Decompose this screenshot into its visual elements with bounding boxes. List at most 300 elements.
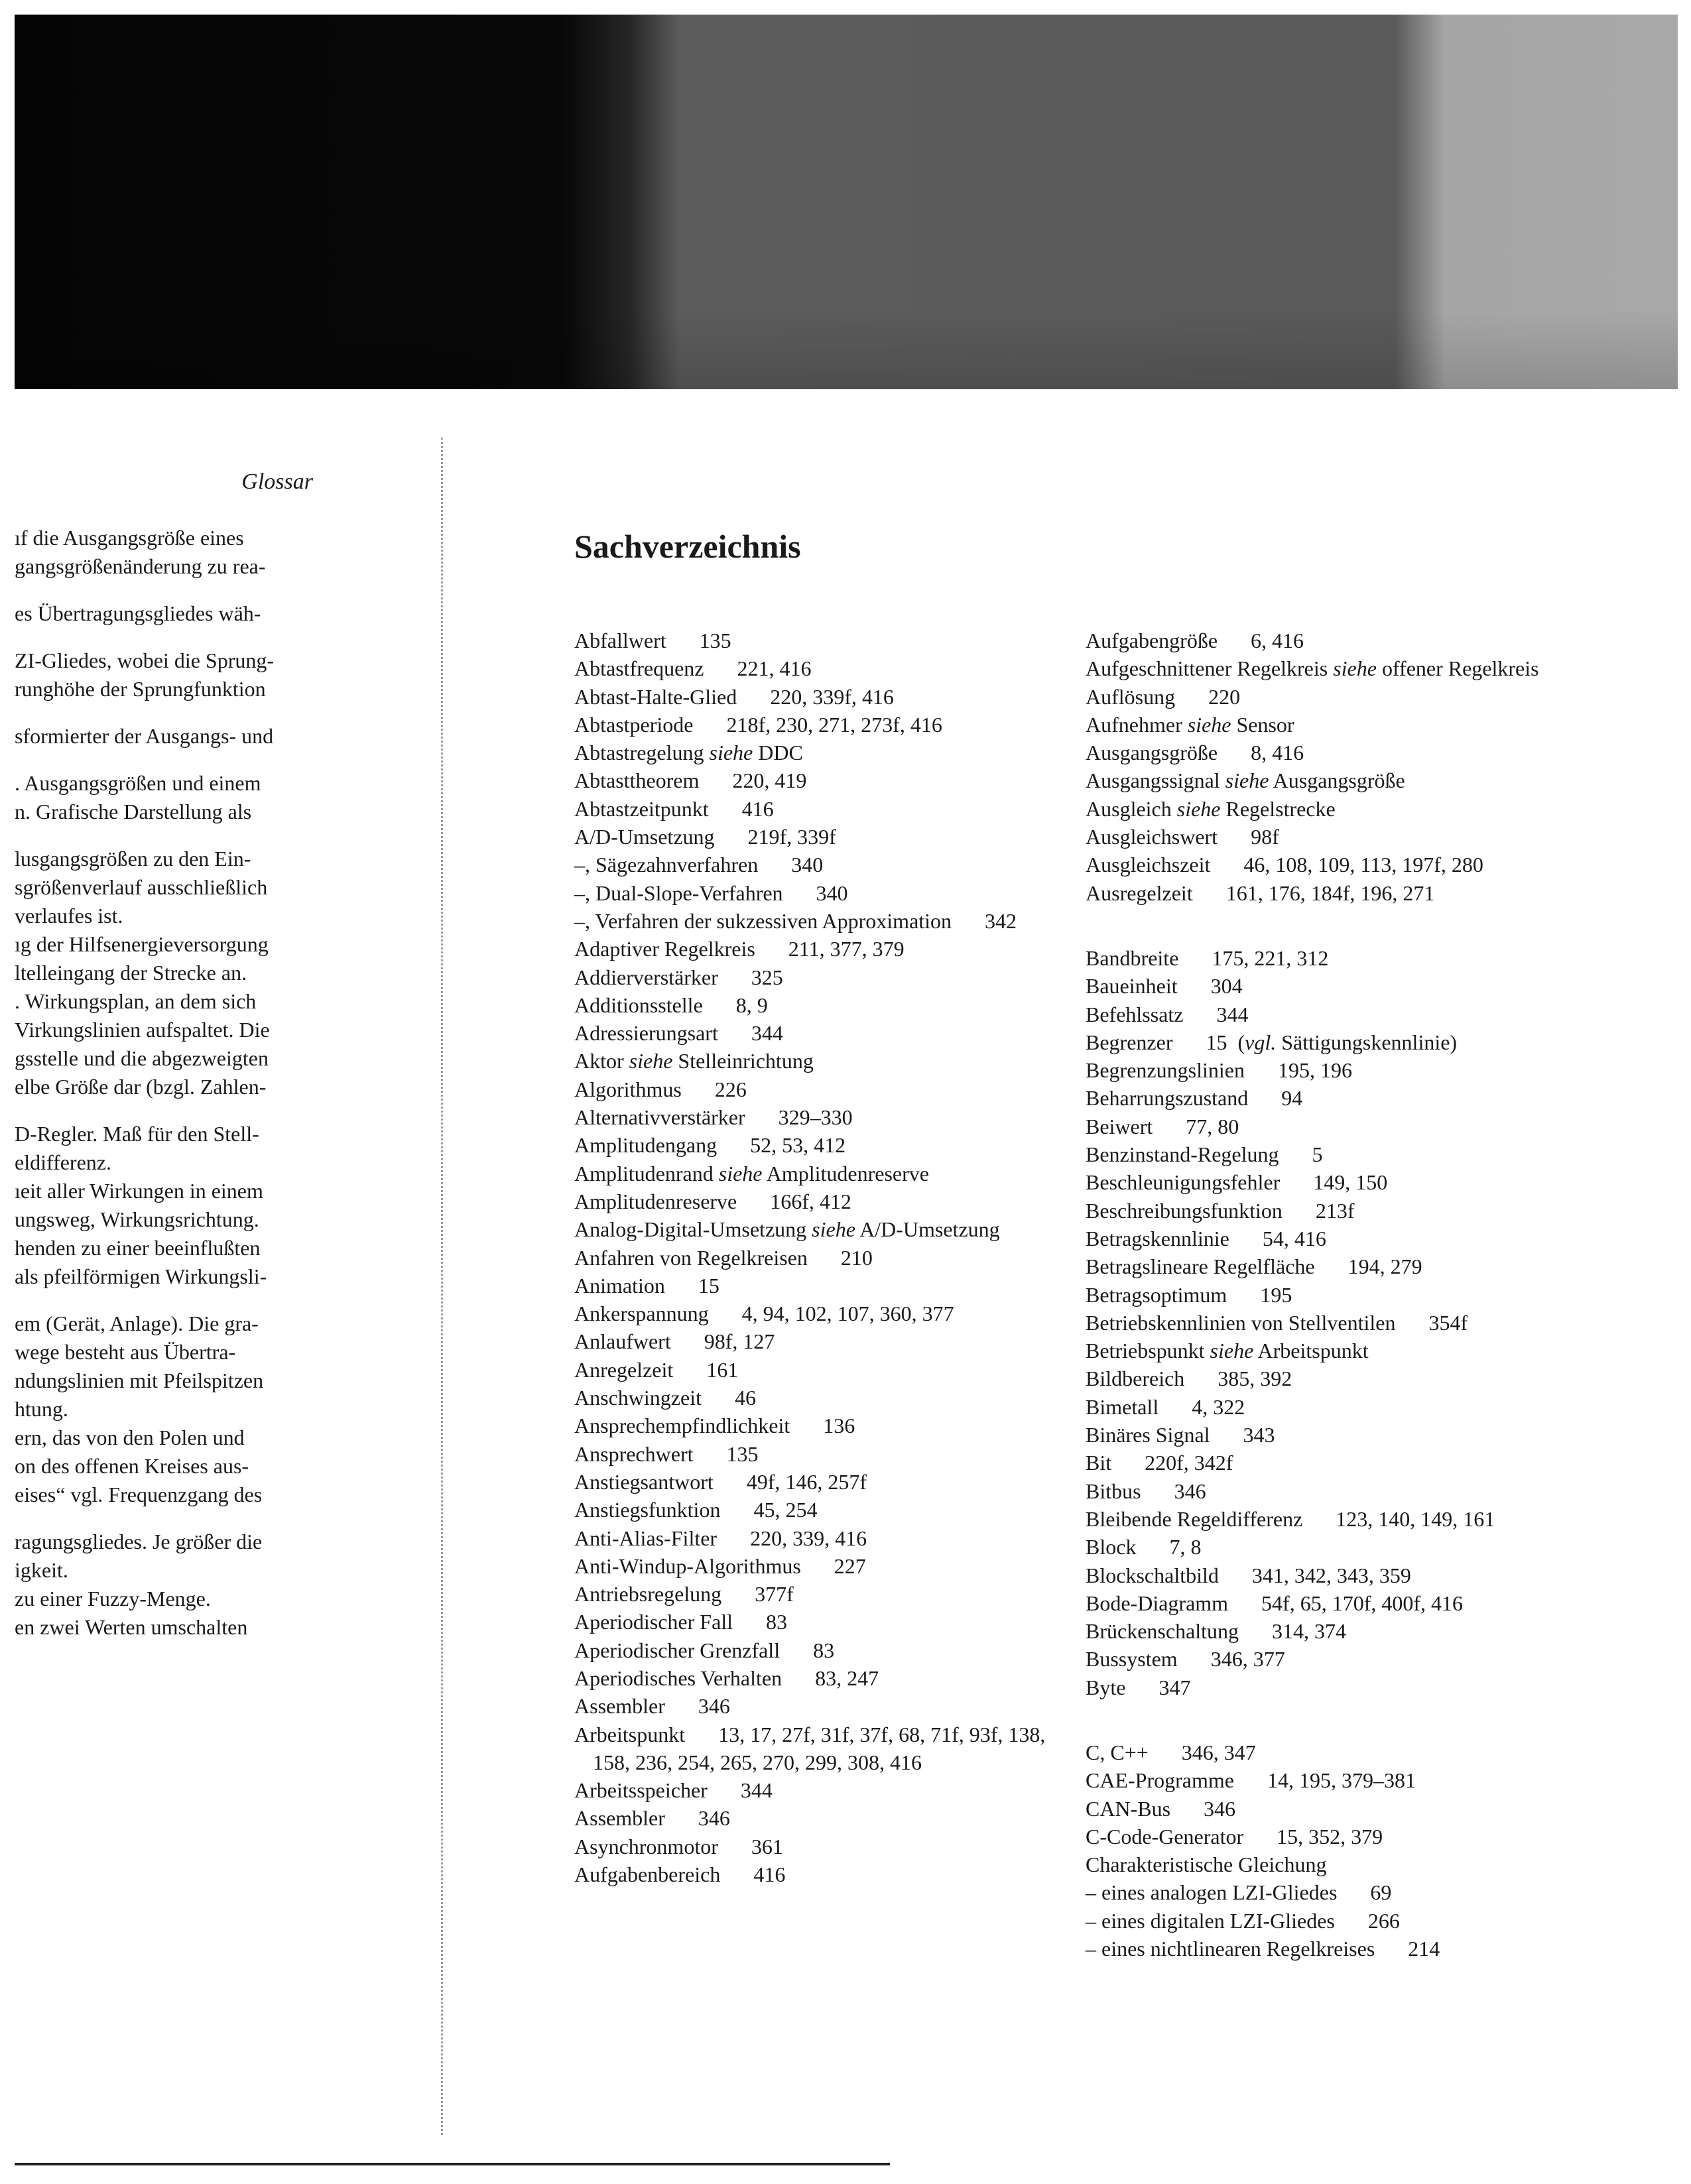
index-term: Anschwingzeit xyxy=(574,1386,702,1410)
index-cross-ref-keyword: siehe xyxy=(1333,656,1377,681)
index-term: Anti-Windup-Algorithmus xyxy=(574,1553,801,1578)
index-term: Bandbreite xyxy=(1086,945,1179,970)
index-column-1 xyxy=(574,627,1058,1888)
index-entry xyxy=(574,766,1058,794)
index-entry xyxy=(574,991,1058,1019)
glossary-line: ıeit aller Wirkungen in einem xyxy=(15,1179,263,1203)
index-term: Aktor xyxy=(574,1049,624,1073)
index-page-numbers: 354f xyxy=(1428,1310,1468,1335)
index-page-numbers: 342 xyxy=(985,908,1017,933)
index-term: Blockschaltbild xyxy=(1086,1563,1219,1587)
glossary-line: . Ausgangsgrößen und einem xyxy=(15,771,261,795)
index-cross-ref-keyword: siehe xyxy=(709,741,753,765)
glossary-gap xyxy=(15,581,313,599)
index-entry xyxy=(1086,1907,1570,1935)
index-entry xyxy=(574,1075,1058,1103)
index-term: Bit xyxy=(1086,1451,1112,1475)
index-term: Additionsstelle xyxy=(574,993,703,1017)
index-term: Amplitudengang xyxy=(574,1133,718,1158)
index-term: Ausgleichswert xyxy=(1086,825,1218,849)
index-section-gap xyxy=(1086,1701,1570,1738)
index-term: Assembler xyxy=(574,1806,665,1831)
glossary-line: runghöhe der Sprungfunktion xyxy=(15,677,266,701)
index-term: Animation xyxy=(574,1273,665,1298)
index-entry xyxy=(1086,1589,1570,1617)
index-term: Betragskennlinie xyxy=(1086,1226,1229,1250)
index-term: Assembler xyxy=(574,1694,665,1719)
index-entry xyxy=(574,963,1058,991)
index-term: –, Dual-Slope-Verfahren xyxy=(574,880,783,905)
index-page-numbers: 13, 17, 27f, 31f, 37f, 68, 71f, 93f, 138, 158, 236, 254, 265, 270, 299, 308, 416 xyxy=(593,1722,1046,1774)
index-term: Ausregelzeit xyxy=(1086,880,1193,905)
index-entry xyxy=(1086,1113,1570,1140)
index-entry xyxy=(574,795,1058,823)
index-term: C-Code-Generator xyxy=(1086,1824,1244,1849)
index-term: Bleibende Regeldifferenz xyxy=(1086,1506,1303,1531)
index-entry xyxy=(574,711,1058,739)
glossary-gap xyxy=(15,751,313,769)
index-cross-ref-target: Amplitudenreserve xyxy=(766,1161,929,1185)
glossary-line: verlaufes ist. xyxy=(15,904,123,928)
index-page-numbers: 135 xyxy=(699,629,731,652)
glossary-gap xyxy=(15,1291,313,1309)
index-page-numbers: 69 xyxy=(1370,1880,1392,1905)
index-page-numbers: 346 xyxy=(698,1806,730,1831)
index-term: Betriebskennlinien von Stellventilen xyxy=(1086,1310,1396,1335)
index-term: Block xyxy=(1086,1535,1137,1559)
glossary-line: ıf die Ausgangsgröße eines xyxy=(15,526,244,550)
index-cross-ref-target: Stelleinrichtung xyxy=(678,1049,814,1073)
index-entry xyxy=(574,1692,1058,1720)
index-entry xyxy=(1086,1823,1570,1850)
index-term: Bimetall xyxy=(1086,1394,1159,1419)
index-entry xyxy=(1086,1449,1570,1477)
glossary-line: . Wirkungsplan, an dem sich xyxy=(15,989,257,1013)
index-entry xyxy=(1086,1337,1570,1365)
index-page-numbers: 4, 322 xyxy=(1192,1394,1245,1419)
index-term: Bitbus xyxy=(1086,1479,1141,1503)
glossary-line: en zwei Werten umschalten xyxy=(15,1615,248,1639)
index-page-numbers: 8, 9 xyxy=(735,993,768,1017)
index-term: Ansprechwert xyxy=(574,1441,694,1466)
index-entry xyxy=(574,1440,1058,1468)
index-entry xyxy=(1086,1001,1570,1028)
index-term: Beschleunigungsfehler xyxy=(1086,1170,1281,1195)
index-page-numbers: 346, 377 xyxy=(1210,1647,1285,1671)
index-entry xyxy=(574,1468,1058,1496)
index-term: Abfallwert xyxy=(574,629,666,652)
index-page-numbers: 83, 247 xyxy=(815,1666,879,1690)
index-term: Abtastperiode xyxy=(574,712,694,737)
index-entry xyxy=(574,1608,1058,1636)
index-page-numbers: 343 xyxy=(1243,1423,1275,1447)
index-term: Ausgangssignal xyxy=(1086,768,1220,793)
index-term: Byte xyxy=(1086,1675,1126,1699)
index-entry xyxy=(574,1131,1058,1159)
index-page-numbers: 7, 8 xyxy=(1169,1535,1202,1559)
index-term: Ausgleich xyxy=(1086,796,1172,821)
index-entry: Begrenzer 15 (vgl. Sättigungskennlinie) xyxy=(1086,1030,1458,1054)
index-term: Begrenzer xyxy=(1086,1030,1173,1054)
index-entry xyxy=(1086,1878,1570,1906)
glossary-line: gsstelle und die abgezweigten xyxy=(15,1046,269,1070)
index-term: Bode-Diagramm xyxy=(1086,1591,1229,1615)
index-entry xyxy=(1086,766,1570,794)
glossary-line: n. Grafische Darstellung als xyxy=(15,800,252,823)
index-page-numbers: 361 xyxy=(751,1834,783,1858)
index-entry xyxy=(1086,1309,1570,1337)
glossary-line: lusgangsgrößen zu den Ein- xyxy=(15,847,251,871)
index-term: C, C++ xyxy=(1086,1740,1149,1764)
index-entry xyxy=(574,654,1058,682)
index-term: Betragslineare Regelfläche xyxy=(1086,1254,1315,1279)
index-page-numbers: 220, 339f, 416 xyxy=(770,684,894,709)
glossary-line: eises“ vgl. Frequenzgang des xyxy=(15,1483,263,1506)
index-term: Arbeitsspeicher xyxy=(574,1778,708,1803)
index-entry xyxy=(1086,1645,1570,1673)
index-term: Aperiodisches Verhalten xyxy=(574,1666,783,1690)
index-term: Abtastregelung xyxy=(574,741,704,765)
glossary-line: em (Gerät, Anlage). Die gra- xyxy=(15,1311,259,1335)
index-term: Ausgangsgröße xyxy=(1086,741,1218,765)
index-entry xyxy=(1086,654,1570,682)
index-page-numbers: 49f, 146, 257f xyxy=(746,1469,867,1494)
glossary-line: htung. xyxy=(15,1397,68,1421)
index-cross-ref-keyword: siehe xyxy=(718,1161,763,1185)
index-entry xyxy=(1086,1140,1570,1168)
index-cross-ref-keyword: siehe xyxy=(1187,712,1231,737)
index-page-numbers: 214 xyxy=(1408,1937,1440,1961)
index-term: – eines digitalen LZI-Gliedes xyxy=(1086,1908,1335,1933)
glossary-line: eldifferenz. xyxy=(15,1150,111,1174)
index-entry xyxy=(1086,1766,1570,1794)
index-entry xyxy=(574,627,1058,654)
index-entry xyxy=(1086,851,1570,879)
index-entry xyxy=(1086,1477,1570,1505)
index-cross-ref-target: Arbeitspunkt xyxy=(1257,1339,1369,1363)
index-page-numbers: 219f, 339f xyxy=(747,825,836,849)
index-entry xyxy=(1086,1505,1570,1533)
index-page-numbers: 46 xyxy=(734,1386,756,1410)
index-entry xyxy=(574,1244,1058,1272)
index-page-numbers: 220, 419 xyxy=(732,768,807,793)
glossary-line: ungsweg, Wirkungsrichtung. xyxy=(15,1207,259,1231)
index-page-numbers: 218f, 230, 271, 273f, 416 xyxy=(726,712,942,737)
glossary-line: elbe Größe dar (bzgl. Zahlen- xyxy=(15,1075,267,1099)
index-entry xyxy=(574,739,1058,766)
index-entry xyxy=(574,1804,1058,1832)
index-page-numbers: 340 xyxy=(791,853,824,877)
glossary-line: wege besteht aus Übertra- xyxy=(15,1340,236,1364)
index-term: Anstiegsantwort xyxy=(574,1469,714,1494)
index-cross-ref-target: offener Regelkreis xyxy=(1381,656,1539,681)
index-cross-ref-target: A/D-Umsetzung xyxy=(859,1217,1000,1242)
index-term: Anti-Alias-Filter xyxy=(574,1526,718,1550)
index-page-numbers: 54f, 65, 170f, 400f, 416 xyxy=(1261,1591,1464,1615)
index-term: Amplitudenreserve xyxy=(574,1189,737,1213)
index-cross-ref-keyword: siehe xyxy=(1210,1339,1254,1363)
index-cross-ref-target: Ausgangsgröße xyxy=(1273,768,1405,793)
index-page-numbers: 416 xyxy=(741,796,774,821)
index-term: Beharrungszustand xyxy=(1086,1086,1249,1111)
index-entry xyxy=(574,1524,1058,1552)
index-page-numbers: 344 xyxy=(1216,1002,1249,1026)
index-term: Anregelzeit xyxy=(574,1357,674,1382)
index-entry xyxy=(1086,1281,1570,1309)
index-entry xyxy=(1086,1533,1570,1561)
index-page-numbers: 226 xyxy=(714,1077,747,1101)
index-entry xyxy=(574,1327,1058,1355)
glossary-line: on des offenen Kreises aus- xyxy=(15,1454,249,1478)
index-entry xyxy=(1086,1617,1570,1645)
index-entry xyxy=(1086,1935,1570,1963)
index-page-numbers: 314, 374 xyxy=(1272,1619,1347,1644)
index-cross-ref-keyword: vgl. xyxy=(1245,1030,1277,1054)
index-entry xyxy=(1086,739,1570,766)
index-term: Ankerspannung xyxy=(574,1302,709,1326)
index-term: Benzinstand-Regelung xyxy=(1086,1142,1279,1167)
index-entry xyxy=(1086,1225,1570,1252)
index-term: Abtast-Halte-Glied xyxy=(574,684,737,709)
index-entry xyxy=(1086,1056,1570,1084)
index-entry xyxy=(574,1356,1058,1384)
index-entry xyxy=(574,1047,1058,1075)
index-entry xyxy=(574,1103,1058,1131)
index-page-numbers: 220, 339, 416 xyxy=(750,1526,867,1550)
index-term: Analog-Digital-Umsetzung xyxy=(574,1217,807,1242)
index-page-numbers: 54, 416 xyxy=(1262,1226,1326,1250)
index-cross-ref-keyword: siehe xyxy=(1225,768,1269,793)
glossary-line: D-Regler. Maß für den Stell- xyxy=(15,1122,259,1146)
glossary-line: als pfeilförmigen Wirkungsli- xyxy=(15,1264,267,1288)
index-entry xyxy=(1086,1421,1570,1449)
index-page-numbers: 98f, 127 xyxy=(704,1329,775,1354)
index-entry xyxy=(574,823,1058,851)
index-term: Abtastfrequenz xyxy=(574,656,704,681)
glossary-line: ern, das von den Polen und xyxy=(15,1426,245,1449)
index-page-numbers: 344 xyxy=(740,1778,773,1803)
index-entry xyxy=(574,1384,1058,1412)
index-term: Binäres Signal xyxy=(1086,1423,1210,1447)
index-term: Aufgabenbereich xyxy=(574,1862,721,1887)
index-term: Aufnehmer xyxy=(1086,712,1182,737)
index-page-numbers: 15 xyxy=(1206,1030,1227,1054)
glossary-line: ıg der Hilfsenergieversorgung xyxy=(15,932,269,956)
index-page-numbers: 347 xyxy=(1159,1675,1191,1699)
index-term: Aufgabengröße xyxy=(1086,629,1218,652)
index-title: Sachverzeichnis xyxy=(574,528,801,565)
index-entry xyxy=(574,683,1058,711)
index-term: Adressierungsart xyxy=(574,1021,718,1046)
index-term: Addierverstärker xyxy=(574,965,718,989)
index-page-numbers: 5 xyxy=(1312,1142,1323,1167)
index-entry xyxy=(1086,1084,1570,1112)
index-term: Baueinheit xyxy=(1086,974,1178,999)
glossary-line: ndungslinien mit Pfeilspitzen xyxy=(15,1368,264,1392)
bottom-rule xyxy=(15,2163,890,2165)
index-entry xyxy=(574,1721,1058,1777)
index-entry xyxy=(574,879,1058,907)
index-term: Antriebsregelung xyxy=(574,1582,722,1607)
index-term: Beiwert xyxy=(1086,1114,1153,1138)
index-page-numbers: 210 xyxy=(840,1245,873,1270)
index-page-numbers: 341, 342, 343, 359 xyxy=(1251,1563,1411,1587)
index-term: Beschreibungsfunktion xyxy=(1086,1198,1283,1223)
index-page-numbers: 6, 416 xyxy=(1251,629,1304,652)
glossary-line: Virkungslinien aufspaltet. Die xyxy=(15,1018,270,1042)
index-page-numbers: 221, 416 xyxy=(737,656,812,681)
index-entry xyxy=(574,1215,1058,1243)
glossary-line: es Übertragungsgliedes wäh- xyxy=(15,601,261,625)
index-term: Abtastzeitpunkt xyxy=(574,796,709,821)
index-entry xyxy=(1086,1168,1570,1196)
glossary-line: gangsgrößenänderung zu rea- xyxy=(15,554,266,578)
index-entry xyxy=(574,1580,1058,1608)
index-entry xyxy=(1086,1393,1570,1421)
index-entry xyxy=(1086,1673,1570,1701)
index-page-numbers: 227 xyxy=(834,1553,866,1578)
index-page-numbers: 329–330 xyxy=(778,1105,853,1130)
index-page-numbers: 166f, 412 xyxy=(770,1189,851,1213)
glossary-line: ZI-Gliedes, wobei die Sprung- xyxy=(15,648,275,672)
index-page-numbers: 8, 416 xyxy=(1251,741,1304,765)
glossary-line: igkeit. xyxy=(15,1558,68,1582)
index-entry xyxy=(1086,1795,1570,1823)
index-term: CAE-Programme xyxy=(1086,1768,1234,1793)
index-cross-ref-keyword: siehe xyxy=(812,1217,855,1242)
index-term: Algorithmus xyxy=(574,1077,682,1101)
index-page-numbers: 135 xyxy=(726,1441,759,1466)
index-page-numbers: 340 xyxy=(816,880,848,905)
index-entry xyxy=(574,1412,1058,1439)
index-page-numbers: 344 xyxy=(751,1021,783,1046)
index-page-numbers: 346, 347 xyxy=(1181,1740,1256,1764)
index-page-numbers: 15, 352, 379 xyxy=(1277,1824,1383,1849)
index-entry xyxy=(1086,1561,1570,1589)
index-entry xyxy=(1086,944,1570,972)
index-page-numbers: 325 xyxy=(751,965,783,989)
glossary-gap xyxy=(15,628,313,646)
index-entry xyxy=(574,851,1058,879)
index-entry xyxy=(1086,1197,1570,1225)
index-page-numbers: 77, 80 xyxy=(1186,1114,1239,1138)
index-cross-ref-keyword: siehe xyxy=(1176,796,1221,821)
index-cross-ref-target: DDC xyxy=(758,741,803,765)
index-term: Auflösung xyxy=(1086,684,1176,709)
index-page-numbers: 266 xyxy=(1367,1908,1400,1933)
page-gutter xyxy=(441,438,443,2135)
index-term: Asynchronmotor xyxy=(574,1834,718,1858)
index-page-numbers: 213f xyxy=(1315,1198,1355,1223)
index-entry xyxy=(574,1552,1058,1580)
glossary-line: ragungsgliedes. Je größer die xyxy=(15,1530,263,1553)
index-page-numbers: 161 xyxy=(706,1357,739,1382)
index-term: Befehlssatz xyxy=(1086,1002,1184,1026)
index-page-numbers: 136 xyxy=(823,1414,855,1438)
index-term: Aufgeschnittener Regelkreis xyxy=(1086,656,1328,681)
glossary-column-fragment xyxy=(15,524,313,1642)
index-term: Adaptiver Regelkreis xyxy=(574,937,755,961)
scanned-dark-band xyxy=(15,15,1678,389)
index-entry xyxy=(574,1860,1058,1888)
glossary-line: zu einer Fuzzy-Menge. xyxy=(15,1587,211,1610)
index-page-numbers: 194, 279 xyxy=(1347,1254,1422,1279)
glossar-running-head: Glossar xyxy=(241,469,313,494)
index-page-numbers: 416 xyxy=(753,1862,786,1887)
index-entry xyxy=(1086,823,1570,851)
index-page-numbers: 220 xyxy=(1208,684,1241,709)
index-page-numbers: 195 xyxy=(1260,1282,1292,1307)
index-page-numbers: 220f, 342f xyxy=(1145,1451,1233,1475)
glossary-line: sformierter der Ausgangs- und xyxy=(15,724,274,748)
index-entry xyxy=(1086,795,1570,823)
index-entry xyxy=(574,1496,1058,1524)
index-page-numbers: 94 xyxy=(1281,1086,1303,1111)
index-cross-ref-target: Sättigungskennlinie xyxy=(1281,1030,1450,1054)
index-entry xyxy=(1086,1738,1570,1766)
index-term: –, Sägezahnverfahren xyxy=(574,853,759,877)
index-page-numbers: 377f xyxy=(755,1582,794,1607)
glossary-gap xyxy=(15,1509,313,1528)
index-page-numbers: 211, 377, 379 xyxy=(788,937,905,961)
glossary-line: sgrößenverlauf ausschließlich xyxy=(15,875,268,899)
index-entry xyxy=(574,907,1058,935)
index-page-numbers: 123, 140, 149, 161 xyxy=(1336,1506,1495,1531)
index-term: Anstiegsfunktion xyxy=(574,1498,721,1522)
index-page-numbers: 83 xyxy=(766,1610,788,1634)
index-entry xyxy=(1086,972,1570,1000)
index-entry xyxy=(574,1776,1058,1804)
index-entry xyxy=(574,935,1058,963)
index-cross-ref-target: Regelstrecke xyxy=(1225,796,1336,821)
index-column-2 xyxy=(1086,627,1570,1963)
index-page-numbers: 175, 221, 312 xyxy=(1212,945,1329,970)
index-term: Alternativverstärker xyxy=(574,1105,745,1130)
index-term: Betriebspunkt xyxy=(1086,1339,1205,1363)
index-page-numbers: 52, 53, 412 xyxy=(750,1133,846,1158)
index-entry xyxy=(574,1636,1058,1664)
index-term: Arbeitspunkt xyxy=(574,1722,686,1746)
index-term: Amplitudenrand xyxy=(574,1161,714,1185)
index-entry xyxy=(574,1300,1058,1327)
index-cross-ref-keyword: siehe xyxy=(629,1049,673,1073)
index-cross-ref-target: Sensor xyxy=(1236,712,1294,737)
index-page-numbers: 45, 254 xyxy=(753,1498,818,1522)
glossary-gap xyxy=(15,1101,313,1120)
index-section-gap xyxy=(1086,907,1570,944)
index-term: Bildbereich xyxy=(1086,1366,1185,1391)
index-entry xyxy=(1086,1252,1570,1280)
index-entry xyxy=(574,1187,1058,1215)
index-page-numbers: 46, 108, 109, 113, 197f, 280 xyxy=(1243,853,1483,877)
index-entry xyxy=(1086,1365,1570,1392)
index-page-numbers: 14, 195, 379–381 xyxy=(1267,1768,1416,1793)
glossary-line: henden zu einer beeinflußten xyxy=(15,1236,261,1260)
index-page-numbers: 346 xyxy=(1204,1796,1236,1821)
index-entry xyxy=(574,1019,1058,1047)
glossary-gap xyxy=(15,703,313,722)
index-term: Begrenzungslinien xyxy=(1086,1058,1245,1083)
index-entry xyxy=(574,1272,1058,1300)
index-page-numbers: 4, 94, 102, 107, 360, 377 xyxy=(741,1302,954,1326)
index-term: CAN-Bus xyxy=(1086,1796,1171,1821)
index-term: Anlaufwert xyxy=(574,1329,671,1354)
index-term: Ausgleichszeit xyxy=(1086,853,1211,877)
index-term: –, Verfahren der sukzessiven Approximation xyxy=(574,908,952,933)
index-entry xyxy=(1086,711,1570,739)
index-page-numbers: 385, 392 xyxy=(1218,1366,1292,1391)
index-page-numbers: 346 xyxy=(1174,1479,1206,1503)
